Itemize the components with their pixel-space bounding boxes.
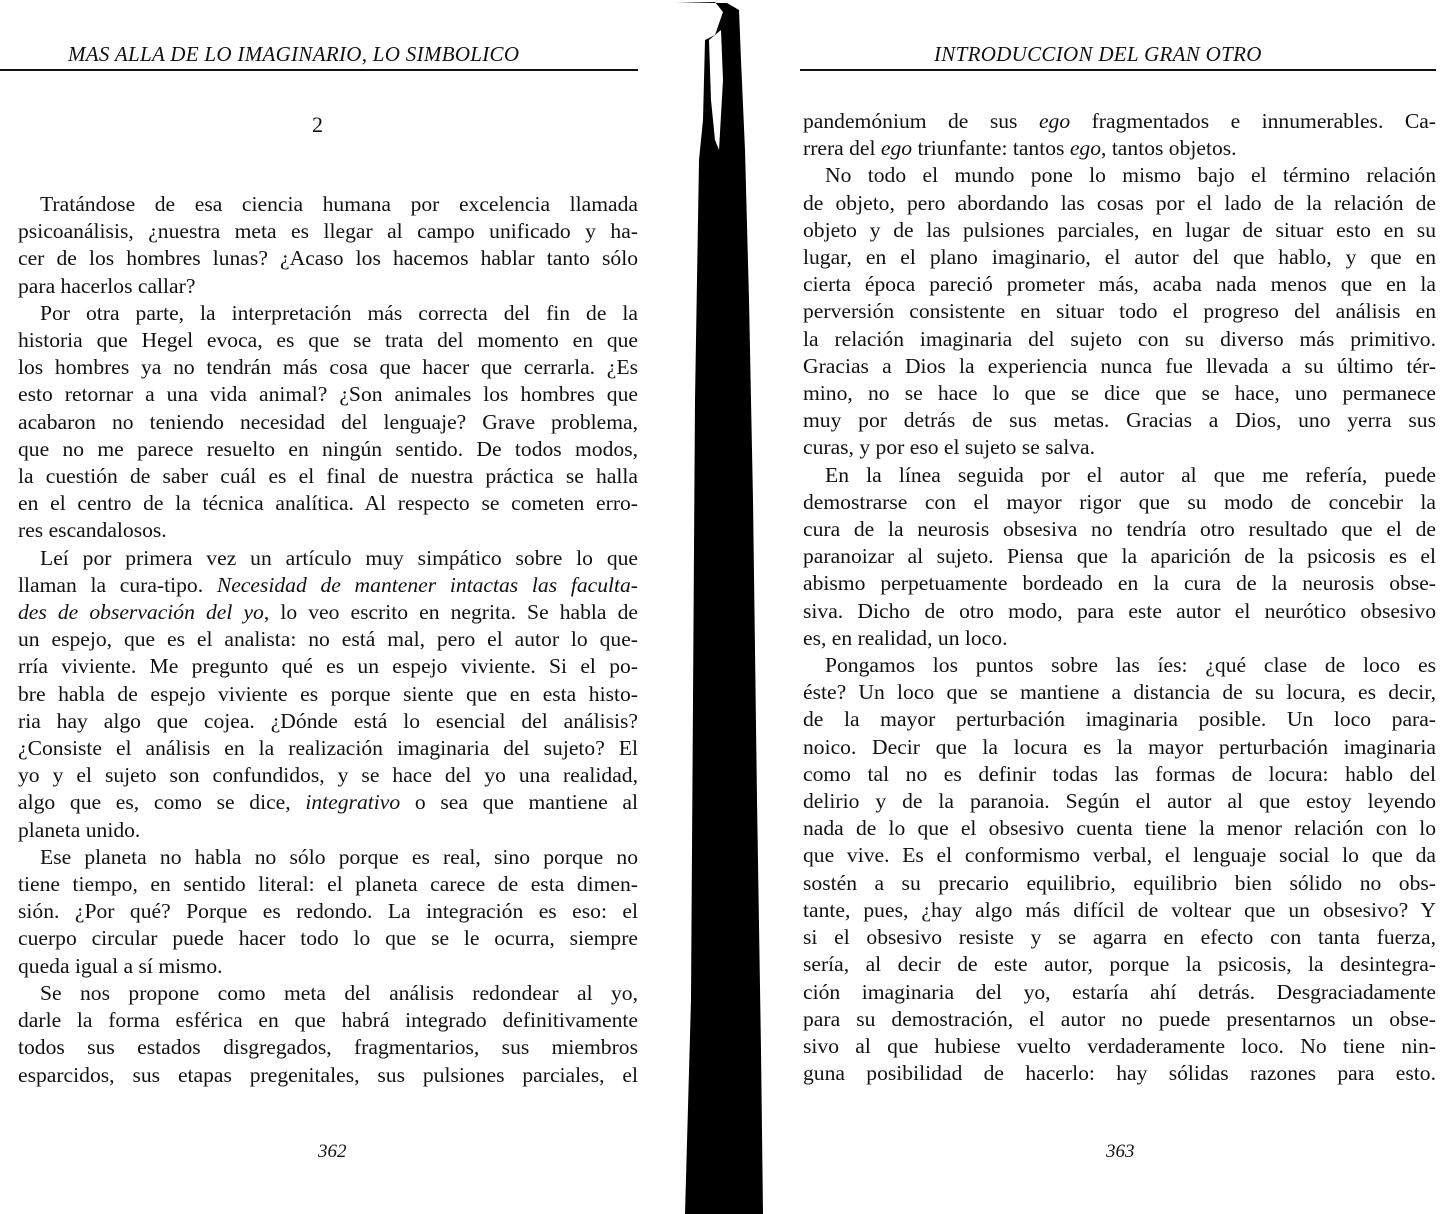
text-line: de objeto, pero abordando las cosas por el lado de la relación de (803, 190, 1436, 215)
text-line: la relación imaginaria del sujeto con su diverso más primitivo. (803, 326, 1436, 351)
text-line: acabaron no teniendo necesidad del lenguaje? Grave problema, (18, 409, 638, 434)
text-line: Por otra parte, la interpretación más correcta del fin de la (40, 300, 638, 325)
book-gutter-shadow (665, 0, 775, 1214)
text-line: queda igual a sí mismo. (18, 953, 223, 978)
text-line: paranoizar al sujeto. Piensa que la aparición de la psicosis es el (803, 544, 1436, 569)
text-line: nada de lo que el obsesivo cuenta tiene la menor relación con lo (803, 816, 1436, 841)
text-line: pandemónium de sus ego fragmentados e innumerables. Ca- (803, 109, 1436, 133)
page-number-left: 362 (318, 1141, 347, 1162)
right-page (800, 0, 1440, 1214)
section-number: 2 (312, 112, 323, 137)
text-line: que no me parece resuelto en ningún sentido. De todos modos, (18, 436, 638, 461)
text-line: llaman la cura-tipo. Necesidad de mantener intactas las faculta- (18, 572, 638, 597)
running-head-left: MAS ALLA DE LO IMAGINARIO, LO SIMBOLICO (68, 42, 520, 66)
text-line: des de observación del yo, lo veo escrito en negrita. Se habla de (18, 600, 638, 625)
text-line: en el centro de la técnica analítica. Al respecto se cometen erro- (18, 491, 638, 516)
text-line: rría viviente. Me pregunto qué es un espejo viviente. Si el po- (18, 654, 638, 679)
text-line: esto retornar a una vida animal? ¿Son animales los hombres que (18, 382, 638, 407)
text-line: sivo al que hubiese vuelto verdaderamente loco. No tiene nin- (803, 1033, 1436, 1058)
text-line: como tal no es definir todas las formas de locura: hablo del (803, 761, 1436, 786)
text-line: algo que es, como se dice, integrativo o sea que mantiene al (18, 790, 638, 815)
text-line: lugar, en el plano imaginario, el autor del que hablo, y que en (803, 245, 1436, 270)
text-line: guna posibilidad de hacerlo: hay sólidas razones para esto. (803, 1061, 1436, 1086)
text-line: sión. ¿Por qué? Porque es redondo. La integración es eso: el (18, 899, 638, 924)
text-line: cer de los hombres lunas? ¿Acaso los hacemos hablar tanto sólo (18, 246, 638, 271)
text-line: sería, al decir de este autor, porque la psicosis, la desintegra- (803, 952, 1436, 977)
text-line: todos sus estados disgregados, fragmentarios, sus miembros (18, 1035, 638, 1060)
text-line: siva. Dicho de otro modo, para este autor el neurótico obsesivo (803, 598, 1436, 623)
text-line: cierta época pareció prometer más, acaba nada menos que en la (803, 272, 1436, 297)
text-line: para su demostración, el autor no puede presentarnos un obse- (803, 1006, 1436, 1031)
text-line: En la línea seguida por el autor al que me refería, puede (825, 462, 1436, 487)
header-rule-right (800, 69, 1436, 71)
text-line: abismo perpetuamente bordeado en la cura de la neurosis obse- (803, 571, 1436, 596)
text-line: rrera del ego triunfante: tantos ego, tantos objetos. (803, 136, 1237, 161)
text-line: perversión consistente en situar todo el progreso del análisis en (803, 299, 1436, 324)
text-line: No todo el mundo pone lo mismo bajo el término relación (825, 163, 1436, 188)
text-line: yo y el sujeto son confundidos, y se hace del yo una realidad, (18, 763, 638, 788)
text-line: la cuestión de saber cuál es el final de nuestra práctica se halla (18, 464, 638, 489)
text-line: Gracias a Dios la experiencia nunca fue llevada a su último tér- (803, 353, 1436, 378)
text-line: sostén a su precario equilibrio, equilibrio bien sólido no obs- (803, 870, 1436, 895)
text-line: esparcidos, sus etapas pregenitales, sus pulsiones parciales, el (18, 1062, 638, 1087)
header-rule-left (0, 69, 638, 71)
text-line: ¿Consiste el análisis en la realización imaginaria del sujeto? El (18, 736, 638, 761)
text-line: planeta unido. (18, 817, 141, 842)
text-line: Leí por primera vez un artículo muy simpático sobre lo que (40, 545, 638, 570)
text-line: objeto y de las pulsiones parciales, en lugar de situar esto en su (803, 217, 1436, 242)
text-line: tante, pues, ¿hay algo más difícil de voltear que un obsesivo? Y (803, 897, 1436, 922)
text-line: historia que Hegel evoca, es que se trata del momento en que (18, 328, 638, 353)
text-line: res escandalosos. (18, 518, 167, 543)
text-line: cura de la neurosis obsesiva no tendría otro resultado que el de (803, 517, 1436, 542)
text-line: noico. Decir que la locura es la mayor perturbación imaginaria (803, 734, 1436, 759)
text-line: si el obsesivo resiste y se agarra en efecto con tanta fuerza, (803, 925, 1436, 950)
text-line: Ese planeta no habla no sólo porque es real, sino porque no (40, 844, 638, 869)
text-line: es, en realidad, un loco. (803, 625, 1008, 650)
text-line: de la mayor perturbación imaginaria posible. Un loco para- (803, 707, 1436, 732)
text-line: que vive. Es el conformismo verbal, el lenguaje social lo que da (803, 843, 1436, 868)
text-line: demostrarse con el mayor rigor que su modo de concebir la (803, 489, 1436, 514)
text-line: un espejo, que es el analista: no está mal, pero el autor lo que- (18, 627, 638, 652)
text-line: los hombres ya no tendrán más cosa que hacer que cerrarla. ¿Es (18, 355, 638, 380)
text-line: delirio y de la paranoia. Según el autor al que estoy leyendo (803, 789, 1436, 814)
text-line: muy por detrás de sus metas. Gracias a Dios, uno yerra sus (803, 408, 1436, 433)
text-line: Tratándose de esa ciencia humana por excelencia llamada (40, 192, 638, 216)
text-line: ción imaginaria del yo, estaría ahí detrás. Desgraciadamente (803, 979, 1436, 1004)
text-line: psicoanálisis, ¿nuestra meta es llegar al campo unificado y ha- (18, 219, 638, 244)
page-number-right: 363 (1106, 1141, 1135, 1162)
text-line: mino, no se hace lo que se dice que se hace, uno permanece (803, 381, 1436, 406)
left-page (0, 0, 640, 1214)
body-text-right (803, 108, 1436, 1087)
text-line: Se nos propone como meta del análisis redondear al yo, (40, 980, 638, 1005)
text-line: Pongamos los puntos sobre las íes: ¿qué clase de loco es (825, 653, 1436, 678)
text-line: éste? Un loco que se mantiene a distancia de su locura, es decir, (803, 680, 1436, 705)
running-head-right: INTRODUCCION DEL GRAN OTRO (934, 42, 1262, 66)
text-line: ria hay algo que cojea. ¿Dónde está lo esencial del análisis? (18, 708, 638, 733)
text-line: tiene tiempo, en sentido literal: el planeta carece de esta dimen- (18, 872, 638, 897)
text-line: para hacerlos callar? (18, 273, 196, 298)
text-line: darle la forma esférica en que habrá integrado definitivamente (18, 1008, 638, 1033)
text-line: cuerpo circular puede hacer todo lo que se le ocurra, siempre (18, 926, 638, 951)
text-line: curas, y por eso el sujeto se salva. (803, 435, 1096, 460)
text-line: bre habla de espejo viviente es porque siente que en esta histo- (18, 681, 638, 706)
body-text-left (18, 191, 638, 1089)
